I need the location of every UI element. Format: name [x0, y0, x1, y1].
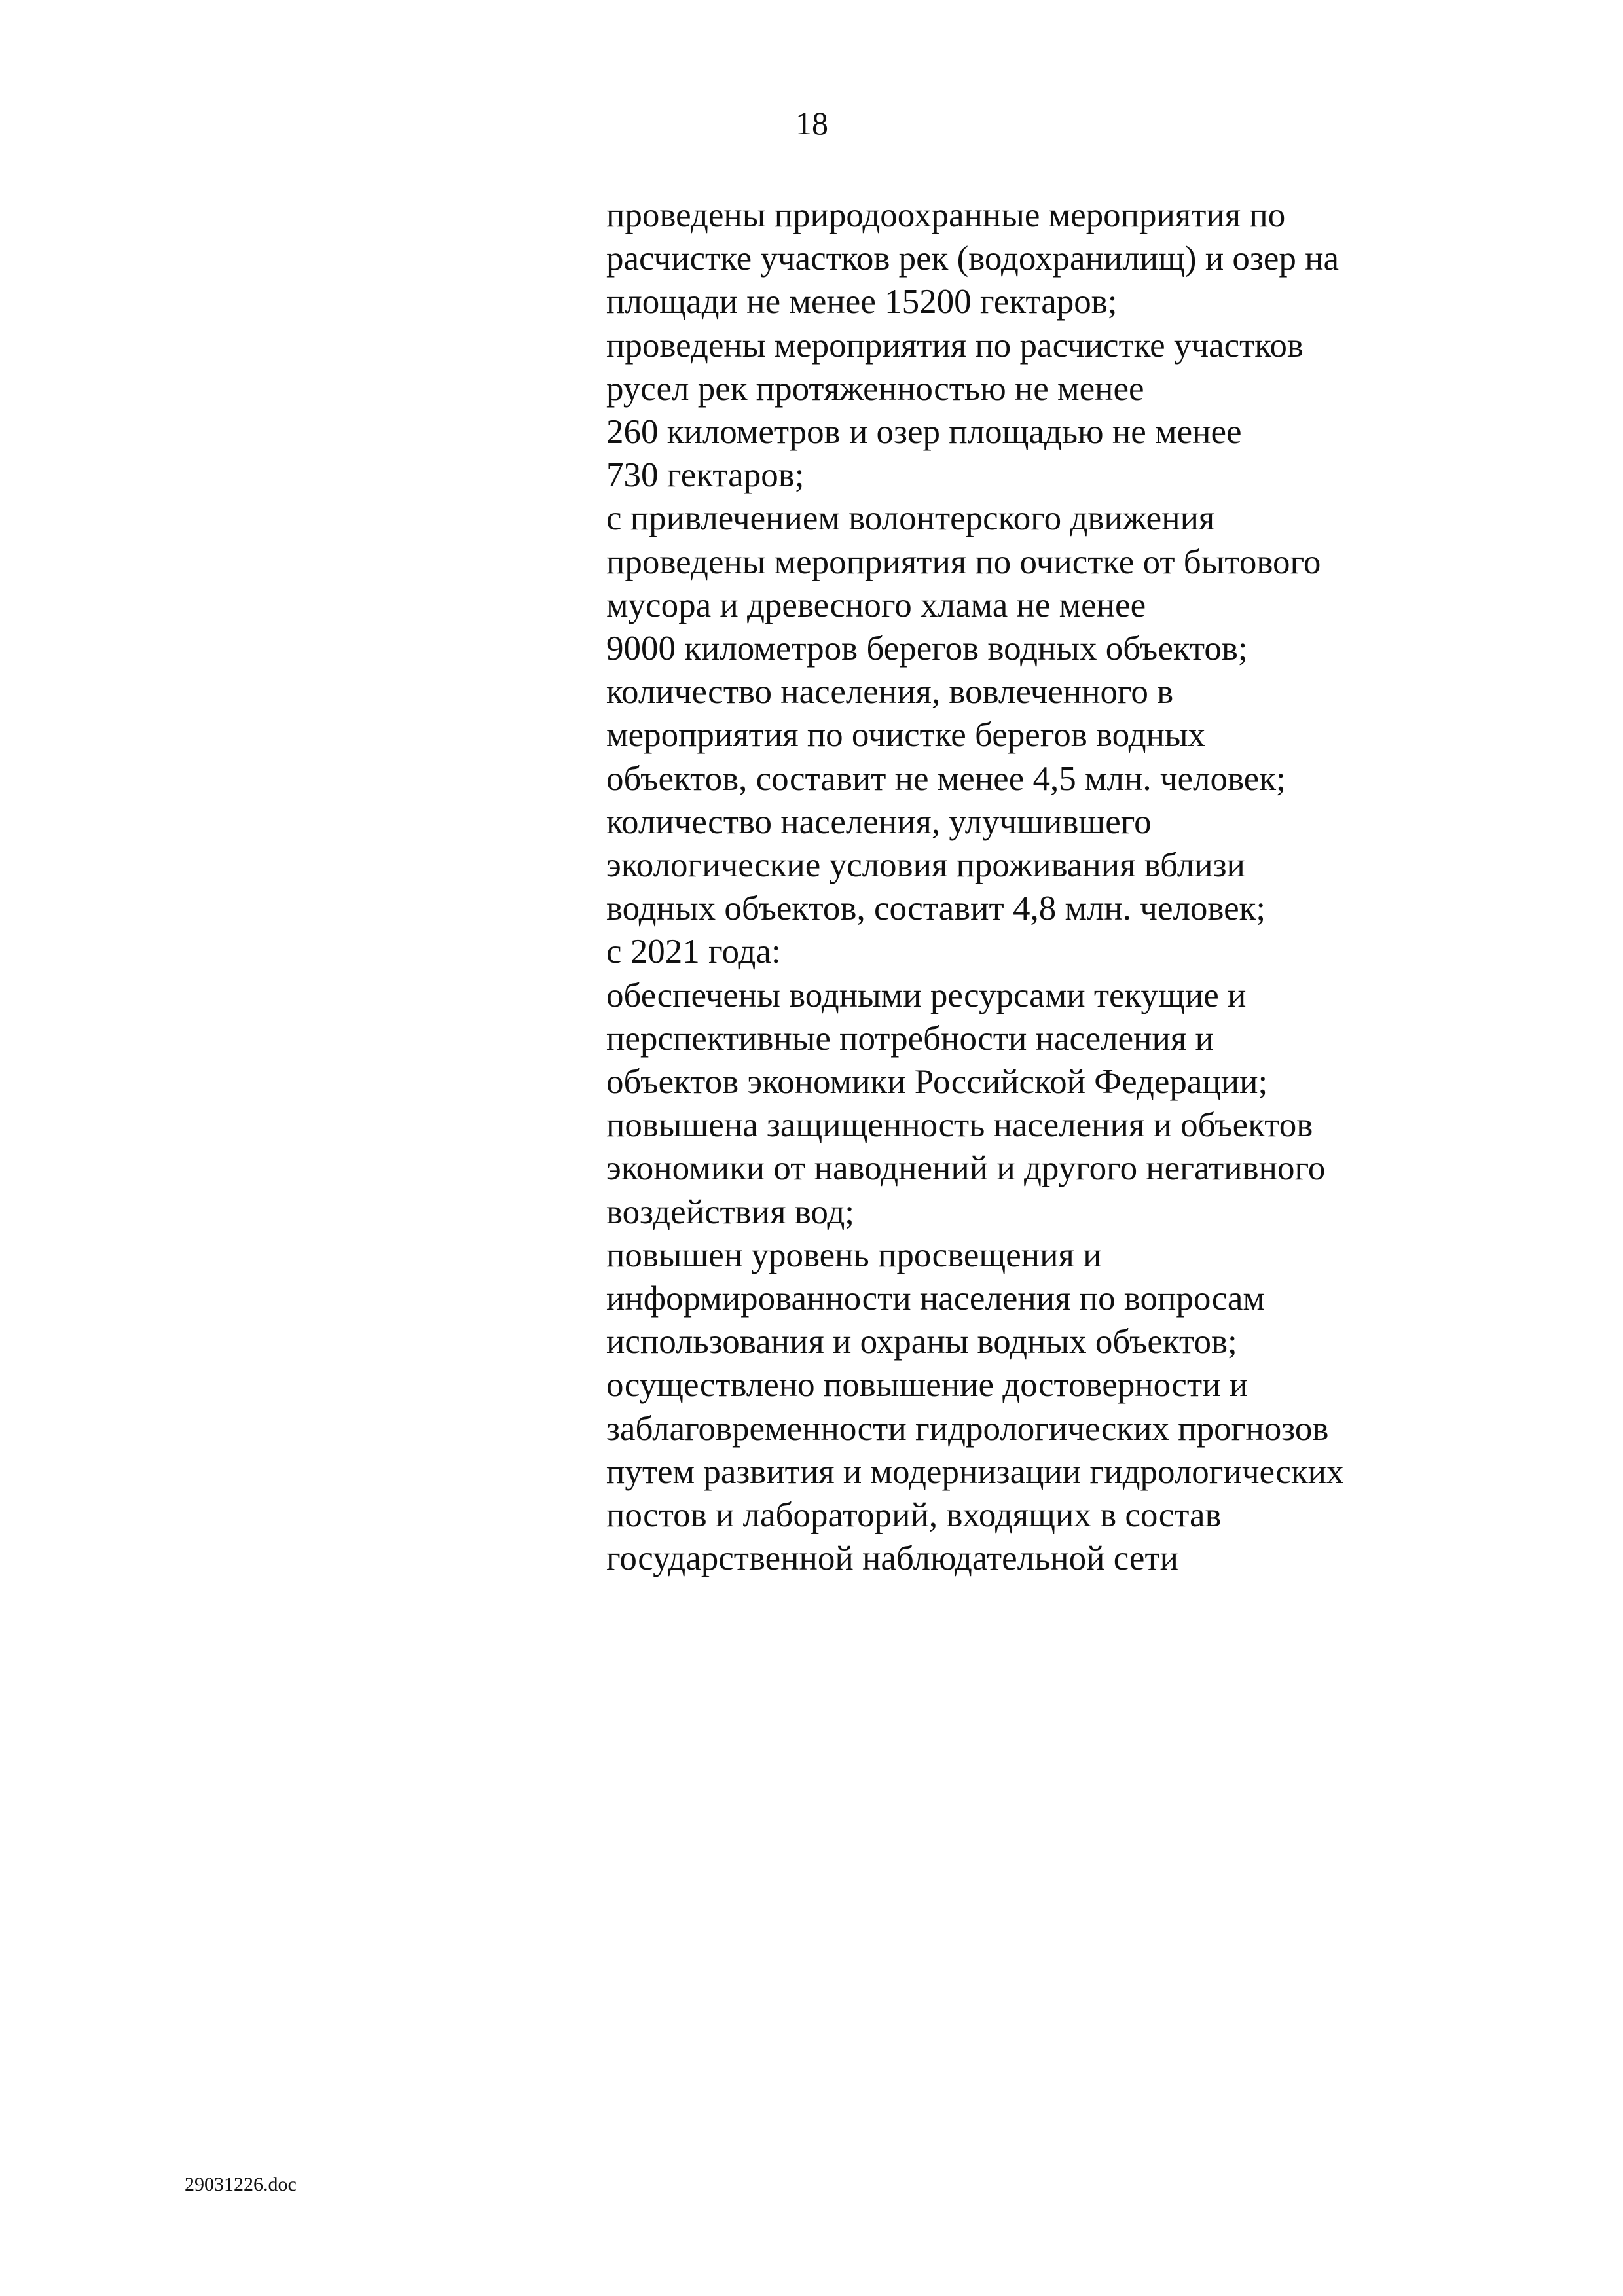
text-line: проведены природоохранные мероприятия по [606, 196, 1286, 234]
text-line: повышен уровень просвещения и [606, 1236, 1102, 1274]
text-line: заблаговременности гидрологических прогнозов [606, 1409, 1329, 1448]
text-line: водных объектов, составит 4,8 млн. человек; [606, 889, 1266, 928]
text-line: 730 гектаров; [606, 456, 805, 495]
text-line: мероприятия по очистке берегов водных [606, 716, 1206, 755]
text-line: с 2021 года: [606, 933, 781, 971]
text-line: воздействия вод; [606, 1193, 855, 1231]
text-line: объектов, составит не менее 4,5 млн. человек; [606, 759, 1286, 798]
text-line: обеспечены водными ресурсами текущие и [606, 976, 1247, 1014]
text-line: использования и охраны водных объектов; [606, 1323, 1237, 1361]
text-line: мусора и древесного хлама не менее [606, 586, 1146, 624]
text-line: 260 километров и озер площадью не менее [606, 413, 1242, 452]
text-line: с привлечением волонтерского движения [606, 499, 1215, 538]
text-line: повышена защищенность населения и объектов [606, 1106, 1313, 1145]
text-line: расчистке участков рек (водохранилищ) и озер на [606, 240, 1340, 278]
text-line: проведены мероприятия по расчистке участков [606, 326, 1304, 365]
text-line: путем развития и модернизации гидрологических [606, 1452, 1344, 1491]
text-line: осуществлено повышение достоверности и [606, 1366, 1249, 1405]
text-line: объектов экономики Российской Федерации; [606, 1063, 1268, 1102]
text-line: информированности населения по вопросам [606, 1280, 1265, 1318]
body-text [606, 194, 1444, 1581]
text-line: площади не менее 15200 гектаров; [606, 283, 1118, 321]
text-line: экологические условия проживания вблизи [606, 846, 1245, 885]
text-line: экономики от наводнений и другого негативного [606, 1149, 1326, 1188]
text-line: перспективные потребности населения и [606, 1019, 1214, 1058]
text-line: государственной наблюдательной сети [606, 1539, 1178, 1578]
footer-filename: 29031226.doc [185, 2174, 297, 2195]
text-line: проведены мероприятия по очистке от бытового [606, 543, 1321, 581]
text-line: 9000 километров берегов водных объектов; [606, 630, 1248, 668]
page-number: 18 [795, 105, 828, 141]
text-line: постов и лабораторий, входящих в состав [606, 1496, 1222, 1535]
text-line: количество населения, улучшившего [606, 802, 1152, 841]
text-line: количество населения, вовлеченного в [606, 673, 1174, 711]
text-line: русел рек протяженностью не менее [606, 369, 1144, 408]
